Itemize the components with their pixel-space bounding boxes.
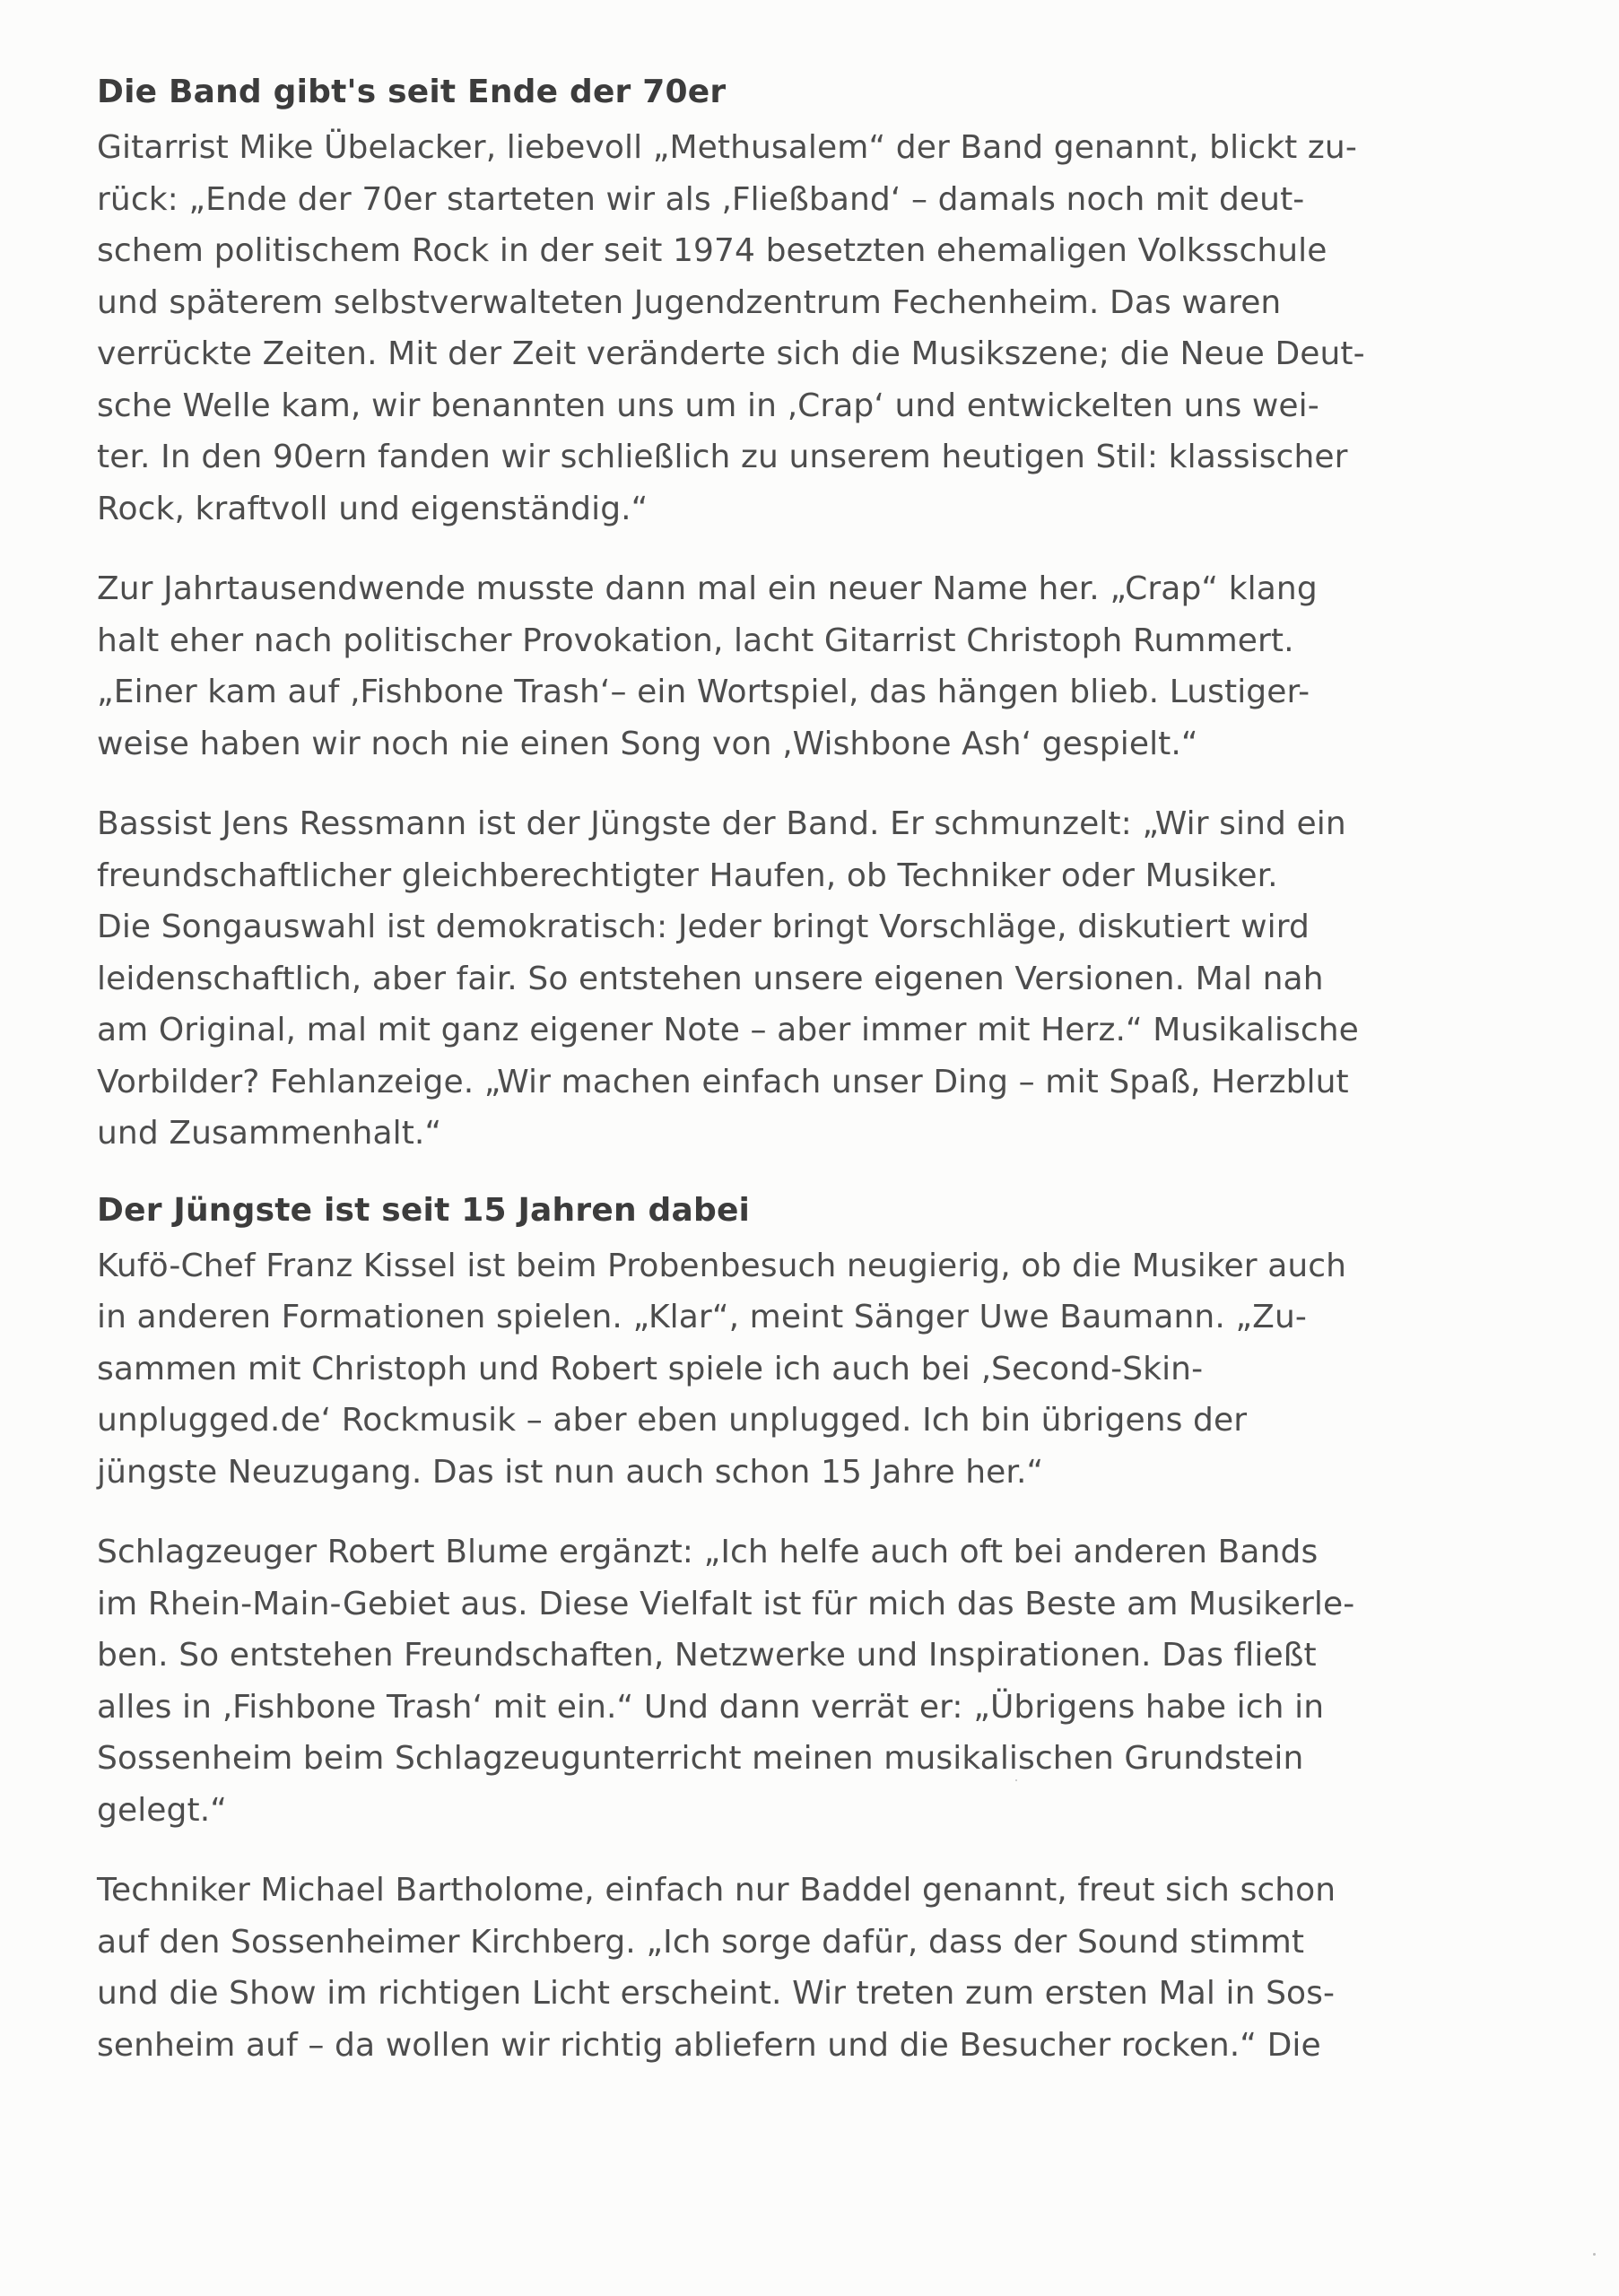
text-line: freundschaftlicher gleichberechtigter Haufen, ob Techniker oder Musiker. [97,857,1278,894]
text-line: Rock, kraftvoll und eigenständig.“ [97,490,648,527]
text-line: Zur Jahrtausendwende musste dann mal ein neuer Name her. „Crap“ klang [97,570,1318,607]
paragraph-ressmann [97,798,1478,1160]
text-line: halt eher nach politischer Provokation, lacht Gitarrist Christoph Rummert. [97,622,1294,659]
text-line: „Einer kam auf ‚Fishbone Trash‘– ein Wortspiel, das hängen blieb. Lustiger- [97,674,1310,710]
section-heading-band-history: Die Band gibt's seit Ende der 70er [97,74,727,110]
text-line: sche Welle kam, wir benannten uns um in ‚Crap‘ und entwickelten uns wei- [97,387,1319,424]
text-line: alles in ‚Fishbone Trash‘ mit ein.“ Und dann verrät er: „Übrigens habe ich in [97,1688,1325,1726]
scan-speck [1015,1779,1017,1781]
paragraph-kissel [97,1240,1478,1499]
text-line: rück: „Ende der 70er starteten wir als ‚Fließband‘ – damals noch mit deut- [97,180,1305,218]
text-line: sammen mit Christoph und Robert spiele ich auch bei ‚Second-Skin- [97,1350,1204,1387]
text-line: Die Songauswahl ist demokratisch: Jeder bringt Vorschläge, diskutiert wird [97,909,1310,945]
text-line: unplugged.de‘ Rockmusik – aber eben unplugged. Ich bin übrigens der [97,1402,1248,1439]
text-line: verrückte Zeiten. Mit der Zeit veränderte sich die Musikszene; die Neue Deut- [97,335,1365,372]
text-line: Schlagzeuger Robert Blume ergänzt: „Ich helfe auch oft bei anderen Bands [97,1534,1319,1570]
text-line: ben. So entstehen Freundschaften, Netzwerke und Inspirationen. Das fließt [97,1637,1317,1674]
text-line: im Rhein-Main-Gebiet aus. Diese Vielfalt ist für mich das Beste am Musikerle- [97,1585,1355,1622]
text-line: und Zusammenhalt.“ [97,1115,442,1152]
text-line: leidenschaftlich, aber fair. So entstehen unsere eigenen Versionen. Mal nah [97,960,1324,997]
text-line: in anderen Formationen spielen. „Klar“, meint Sänger Uwe Baumann. „Zu- [97,1299,1307,1335]
text-line: ter. In den 90ern fanden wir schließlich zu unserem heutigen Stil: klassischer [97,439,1348,475]
text-line: senheim auf – da wollen wir richtig abliefern und die Besucher rocken.“ Die [97,2026,1321,2064]
scan-speck [1593,2253,1596,2256]
paragraph-uebelacker [97,122,1478,535]
paragraph-bartholome [97,1865,1478,2071]
text-line: Gitarrist Mike Übelacker, liebevoll „Methusalem“ der Band genannt, blickt zu- [97,129,1357,166]
article-body [97,70,1478,2100]
text-line: Techniker Michael Bartholome, einfach nur Baddel genannt, freut sich schon [97,1872,1336,1909]
text-line: am Original, mal mit ganz eigener Note – aber immer mit Herz.“ Musikalische [97,1012,1359,1048]
text-line: Bassist Jens Ressmann ist der Jüngste der Band. Er schmunzelt: „Wir sind ein [97,805,1346,842]
section-heading-youngest-member: Der Jüngste ist seit 15 Jahren dabei [97,1191,751,1229]
text-line: jüngste Neuzugang. Das ist nun auch schon 15 Jahre her.“ [97,1453,1044,1491]
text-line: und späterem selbstverwalteten Jugendzentrum Fechenheim. Das waren [97,283,1282,321]
text-line: und die Show im richtigen Licht erscheint. Wir treten zum ersten Mal in Sos- [97,1975,1336,2012]
paragraph-rummert [97,563,1478,770]
text-line: gelegt.“ [97,1791,228,1829]
text-line: auf den Sossenheimer Kirchberg. „Ich sorge dafür, dass der Sound stimmt [97,1923,1305,1961]
text-line: schem politischem Rock in der seit 1974 besetzten ehemaligen Volksschule [97,232,1327,269]
paragraph-blume [97,1526,1478,1836]
text-line: Sossenheim beim Schlagzeugunterricht meinen musikalischen Grundstein [97,1740,1304,1777]
text-line: Vorbilder? Fehlanzeige. „Wir machen einfach unser Ding – mit Spaß, Herzblut [97,1063,1349,1100]
text-line: weise haben wir noch nie einen Song von ‚Wishbone Ash‘ gespielt.“ [97,725,1198,762]
text-line: Kufö-Chef Franz Kissel ist beim Probenbesuch neugierig, ob die Musiker auch [97,1247,1347,1284]
